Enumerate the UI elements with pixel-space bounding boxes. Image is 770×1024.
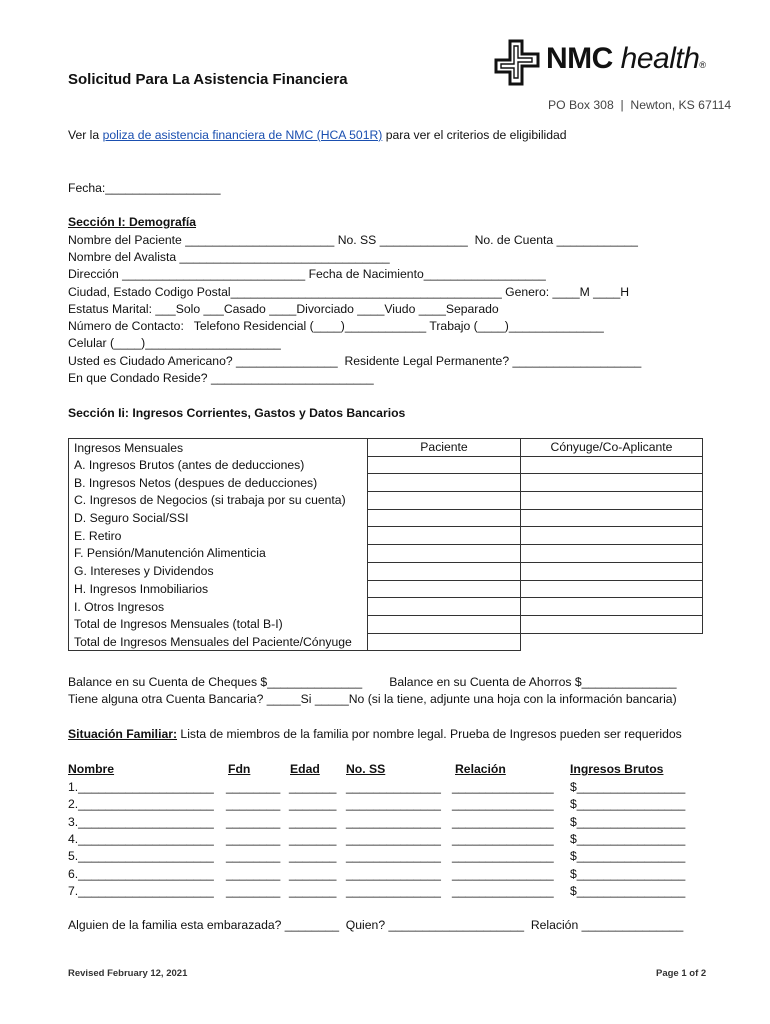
patient-cell[interactable] [368, 456, 521, 474]
family-row-6-edad-field[interactable]: _______ [289, 866, 337, 881]
patient-cell[interactable] [368, 562, 521, 580]
col-edad: Edad [290, 762, 320, 776]
family-row-5-relacion-field[interactable]: _______________ [452, 849, 554, 864]
document-title: Solicitud Para La Asistencia Financiera [68, 71, 348, 88]
col-nombre: Nombre [68, 762, 115, 776]
family-row-3-fdn-field[interactable]: ________ [226, 814, 281, 829]
family-row-7-relacion-field[interactable]: _______________ [452, 883, 554, 898]
patient-name-line[interactable]: Nombre del Paciente ______________________ No. SS _____________ No. de Cuenta ____________ [68, 233, 638, 247]
family-row-4-ingresos-field[interactable]: $________________ [570, 831, 686, 846]
intro-suffix: para ver el criterios de eligibilidad [382, 128, 567, 142]
family-row-3-relacion-field[interactable]: _______________ [452, 814, 554, 829]
spouse-cell[interactable] [521, 492, 703, 510]
spouse-cell-empty [521, 633, 703, 651]
patient-cell[interactable] [368, 580, 521, 598]
table-row [69, 492, 703, 510]
family-row-1-ingresos-field[interactable]: $________________ [570, 780, 686, 794]
family-row-5-no-ss-field[interactable]: ______________ [346, 849, 441, 864]
family-row-6-ingresos-field[interactable]: $________________ [570, 866, 686, 881]
family-row-6-fdn-field[interactable]: ________ [226, 866, 281, 881]
other-bank-line[interactable]: Tiene alguna otra Cuenta Bancaria? _____Si _____No (si la tiene, adjunte una hoja con la información bancaria) [68, 692, 677, 706]
family-text: Lista de miembros de la familia por nombre legal. Prueba de Ingresos pueden ser requeridos [177, 727, 682, 741]
row-label: I. Otros Ingresos [69, 598, 368, 616]
family-row-3-nombre-field[interactable]: 3.____________________ [68, 814, 214, 829]
patient-cell[interactable] [368, 633, 521, 651]
family-intro [68, 727, 682, 742]
row-label: C. Ingresos de Negocios (si trabaja por su cuenta) [69, 492, 368, 510]
spouse-cell[interactable] [521, 580, 703, 598]
marital-status-line[interactable]: Estatus Marital: ___Solo ___Casado ____Divorciado ____Viudo ____Separado [68, 302, 499, 316]
intro-line [68, 128, 567, 143]
family-row-4-fdn-field[interactable]: ________ [226, 831, 281, 846]
family-row-1-fdn-field[interactable]: ________ [226, 780, 281, 794]
section2-heading: Sección Ii: Ingresos Corrientes, Gastos y Datos Bancarios [68, 406, 406, 420]
guarantor-line[interactable]: Nombre del Avalista _______________________________ [68, 250, 390, 264]
logo-health-text: health [620, 42, 700, 75]
patient-cell[interactable] [368, 615, 521, 633]
family-row-3-ingresos-field[interactable]: $________________ [570, 814, 686, 829]
family-row-1-edad-field[interactable]: _______ [289, 780, 337, 794]
contact-number-line[interactable]: Número de Contacto: Telefono Residencial (____)____________ Trabajo (____)______________ [68, 319, 604, 333]
city-gender-line[interactable]: Ciudad, Estado Codigo Postal________________________________________ Genero: ____M ____H [68, 285, 630, 299]
column-header-patient: Paciente [368, 439, 521, 457]
date-field[interactable]: Fecha:_________________ [68, 181, 221, 195]
family-row-3-no-ss-field[interactable]: ______________ [346, 814, 441, 829]
family-row-2-fdn-field[interactable]: ________ [226, 797, 281, 812]
bank-balance-line[interactable]: Balance en su Cuenta de Cheques $______________ Balance en su Cuenta de Ahorros $______________ [68, 675, 677, 689]
pregnancy-line[interactable]: Alguien de la familia esta embarazada? ________ Quien? ____________________ Relación _______________ [68, 918, 684, 932]
logo-wordmark [546, 42, 706, 76]
spouse-cell[interactable] [521, 509, 703, 527]
family-row-4-edad-field[interactable]: _______ [289, 831, 337, 846]
table-row [69, 598, 703, 616]
family-row-6-nombre-field[interactable]: 6.____________________ [68, 866, 214, 881]
address-line: PO Box 308 | Newton, KS 67114 [548, 98, 732, 112]
revised-date: Revised February 12, 2021 [68, 968, 188, 979]
row-label: Total de Ingresos Mensuales del Paciente/Cónyuge [69, 633, 368, 651]
patient-cell[interactable] [368, 509, 521, 527]
family-row-5-ingresos-field[interactable]: $________________ [570, 849, 686, 864]
table-row [69, 562, 703, 580]
page-number: Page 1 of 2 [656, 968, 707, 979]
table-row [69, 615, 703, 633]
family-row-5-nombre-field[interactable]: 5.____________________ [68, 849, 214, 864]
spouse-cell[interactable] [521, 615, 703, 633]
spouse-cell[interactable] [521, 562, 703, 580]
row-label: B. Ingresos Netos (despues de deducciones) [69, 474, 368, 492]
row-label: G. Intereses y Dividendos [69, 562, 368, 580]
family-row-6-relacion-field[interactable]: _______________ [452, 866, 554, 881]
row-label: Total de Ingresos Mensuales (total B-I) [69, 615, 368, 633]
logo-nmc-text: NMC [546, 42, 613, 75]
cell-phone-line[interactable]: Celular (____)____________________ [68, 336, 281, 350]
table-row [69, 456, 703, 474]
nmc-cross-logo-icon [492, 38, 544, 88]
family-row-6-no-ss-field[interactable]: ______________ [346, 866, 441, 881]
policy-link[interactable]: poliza de asistencia financiera de NMC (HCA 501R) [102, 128, 383, 142]
patient-cell[interactable] [368, 545, 521, 563]
family-heading: Situación Familiar: [68, 727, 178, 741]
family-row-4-relacion-field[interactable]: _______________ [452, 831, 554, 846]
row-label: A. Ingresos Brutos (antes de deducciones) [69, 456, 368, 474]
family-row-2-relacion-field[interactable]: _______________ [452, 797, 554, 812]
county-line[interactable]: En que Condado Reside? ________________________ [68, 371, 374, 385]
family-row-1-no-ss-field[interactable]: ______________ [346, 780, 441, 794]
family-row-7-nombre-field[interactable]: 7.____________________ [68, 883, 214, 898]
family-row-2-no-ss-field[interactable]: ______________ [346, 797, 441, 812]
patient-cell[interactable] [368, 474, 521, 492]
family-row-3-edad-field[interactable]: _______ [289, 814, 337, 829]
patient-cell[interactable] [368, 492, 521, 510]
table-row [69, 580, 703, 598]
family-row-2-edad-field[interactable]: _______ [289, 797, 337, 812]
family-row-5-edad-field[interactable]: _______ [289, 849, 337, 864]
family-row-7-edad-field[interactable]: _______ [289, 883, 337, 898]
patient-cell[interactable] [368, 527, 521, 545]
patient-cell[interactable] [368, 598, 521, 616]
col-ingresos: Ingresos Brutos [570, 762, 664, 776]
family-row-1-relacion-field[interactable]: _______________ [452, 780, 554, 794]
table-row [69, 545, 703, 563]
family-row-1-nombre-field[interactable]: 1.____________________ [68, 780, 214, 794]
column-header-spouse: Cónyuge/Co-Aplicante [521, 439, 703, 457]
row-label: H. Ingresos Inmobiliarios [69, 580, 368, 598]
table-header-row [69, 439, 703, 457]
row-label: E. Retiro [69, 527, 368, 545]
spouse-cell[interactable] [521, 598, 703, 616]
table-row [69, 474, 703, 492]
family-row-2-ingresos-field[interactable]: $________________ [570, 797, 686, 812]
spouse-cell[interactable] [521, 527, 703, 545]
family-row-7-ingresos-field[interactable]: $________________ [570, 883, 686, 898]
family-row-2-nombre-field[interactable]: 2.____________________ [68, 797, 214, 812]
registered-mark: ® [699, 60, 706, 70]
family-row-4-nombre-field[interactable]: 4.____________________ [68, 831, 214, 846]
income-table [68, 438, 703, 651]
spouse-cell[interactable] [521, 456, 703, 474]
address-dob-line[interactable]: Dirección ___________________________ Fecha de Nacimiento__________________ [68, 267, 546, 281]
spouse-cell[interactable] [521, 474, 703, 492]
table-row [69, 633, 703, 651]
table-row [69, 509, 703, 527]
row-label: F. Pensión/Manutención Alimenticia [69, 545, 368, 563]
family-row-4-no-ss-field[interactable]: ______________ [346, 831, 441, 846]
col-no-ss: No. SS [346, 762, 386, 776]
column-header-income: Ingresos Mensuales [69, 439, 368, 457]
section1-heading: Sección I: Demografía [68, 215, 197, 229]
family-row-5-fdn-field[interactable]: ________ [226, 849, 281, 864]
intro-prefix: Ver la [68, 128, 103, 142]
row-label: D. Seguro Social/SSI [69, 509, 368, 527]
col-relacion: Relación [455, 762, 506, 776]
citizenship-line[interactable]: Usted es Ciudado Americano? _______________ Residente Legal Permanente? ___________________ [68, 354, 642, 368]
family-row-7-fdn-field[interactable]: ________ [226, 883, 281, 898]
family-row-7-no-ss-field[interactable]: ______________ [346, 883, 441, 898]
spouse-cell[interactable] [521, 545, 703, 563]
table-row [69, 527, 703, 545]
col-fdn: Fdn [228, 762, 251, 776]
